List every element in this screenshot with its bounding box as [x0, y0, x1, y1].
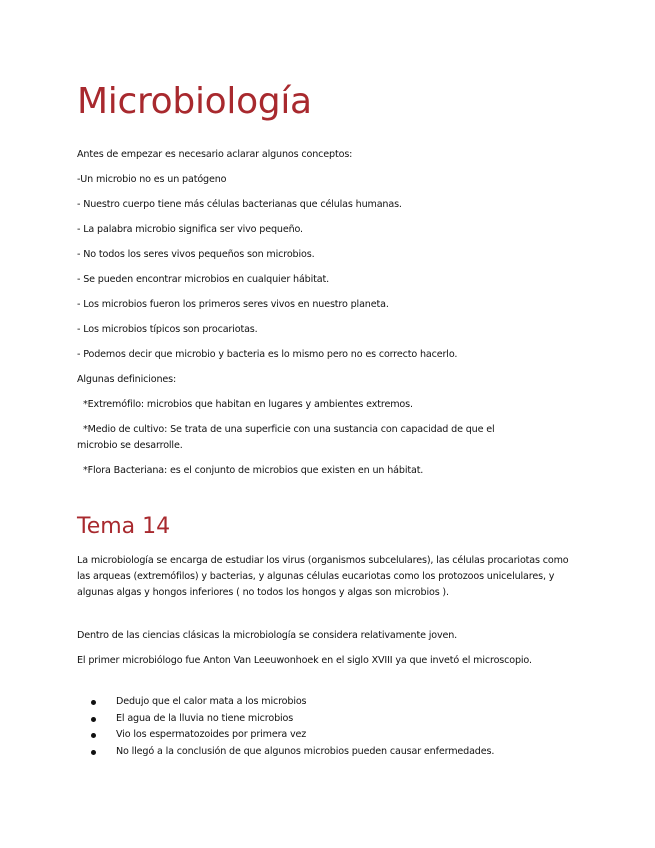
bullet-dot: [91, 717, 96, 722]
concept-item: - Nuestro cuerpo tiene más células bacterianas que células humanas.: [77, 199, 402, 210]
concept-item: - Podemos decir que microbio y bacteria es lo mismo pero no es correcto hacerlo.: [77, 349, 458, 360]
bullet-text: El agua de la lluvia no tiene microbios: [116, 713, 294, 724]
concept-item: - Los microbios fueron los primeros seres vivos en nuestro planeta.: [77, 299, 389, 310]
definition-medio-cultivo: *Medio de cultivo: Se trata de una superficie con una sustancia con capacidad de que el: [83, 424, 495, 435]
definition-flora: *Flora Bacteriana: es el conjunto de microbios que existen en un hábitat.: [83, 465, 424, 476]
definitions-heading: Algunas definiciones:: [77, 374, 177, 385]
bullet-text: Vio los espermatozoides por primera vez: [116, 729, 307, 740]
concept-item: -Un microbio no es un patógeno: [77, 174, 227, 185]
bullet-dot: [91, 700, 96, 705]
concept-item: - Los microbios típicos son procariotas.: [77, 324, 258, 335]
bullet-text: No llegó a la conclusión de que algunos microbios pueden causar enfermedades.: [116, 746, 495, 757]
definition-medio-cultivo-cont: microbio se desarrolle.: [77, 440, 183, 451]
bullet-dot: [91, 750, 96, 755]
intro-text: Antes de empezar es necesario aclarar algunos conceptos:: [77, 149, 353, 160]
concept-item: - La palabra microbio significa ser vivo pequeño.: [77, 224, 303, 235]
section-paragraph-3: El primer microbiólogo fue Anton Van Leeuwonhoek en el siglo XVIII ya que invetó el microscopio.: [77, 655, 532, 666]
bullet-dot: [91, 733, 96, 738]
section-heading: Tema 14: [77, 514, 171, 539]
bullet-text: Dedujo que el calor mata a los microbios: [116, 696, 307, 707]
section-paragraph-2: Dentro de las ciencias clásicas la microbiología se considera relativamente joven.: [77, 630, 458, 641]
concept-item: - No todos los seres vivos pequeños son microbios.: [77, 249, 315, 260]
definition-extremofilo: *Extremófilo: microbios que habitan en lugares y ambientes extremos.: [83, 399, 413, 410]
section-paragraph-1: La microbiología se encarga de estudiar los virus (organismos subcelulares), las células procariotas como las arqueas (extremófilos) y bacterias, y algunas células eucariotas como los protozoos unicelulares, y algunas algas y hongos inferiores ( no todos los hongos y algas son microbios ).: [77, 555, 569, 598]
document-title: Microbiología: [77, 81, 312, 122]
concept-item: - Se pueden encontrar microbios en cualquier hábitat.: [77, 274, 329, 285]
